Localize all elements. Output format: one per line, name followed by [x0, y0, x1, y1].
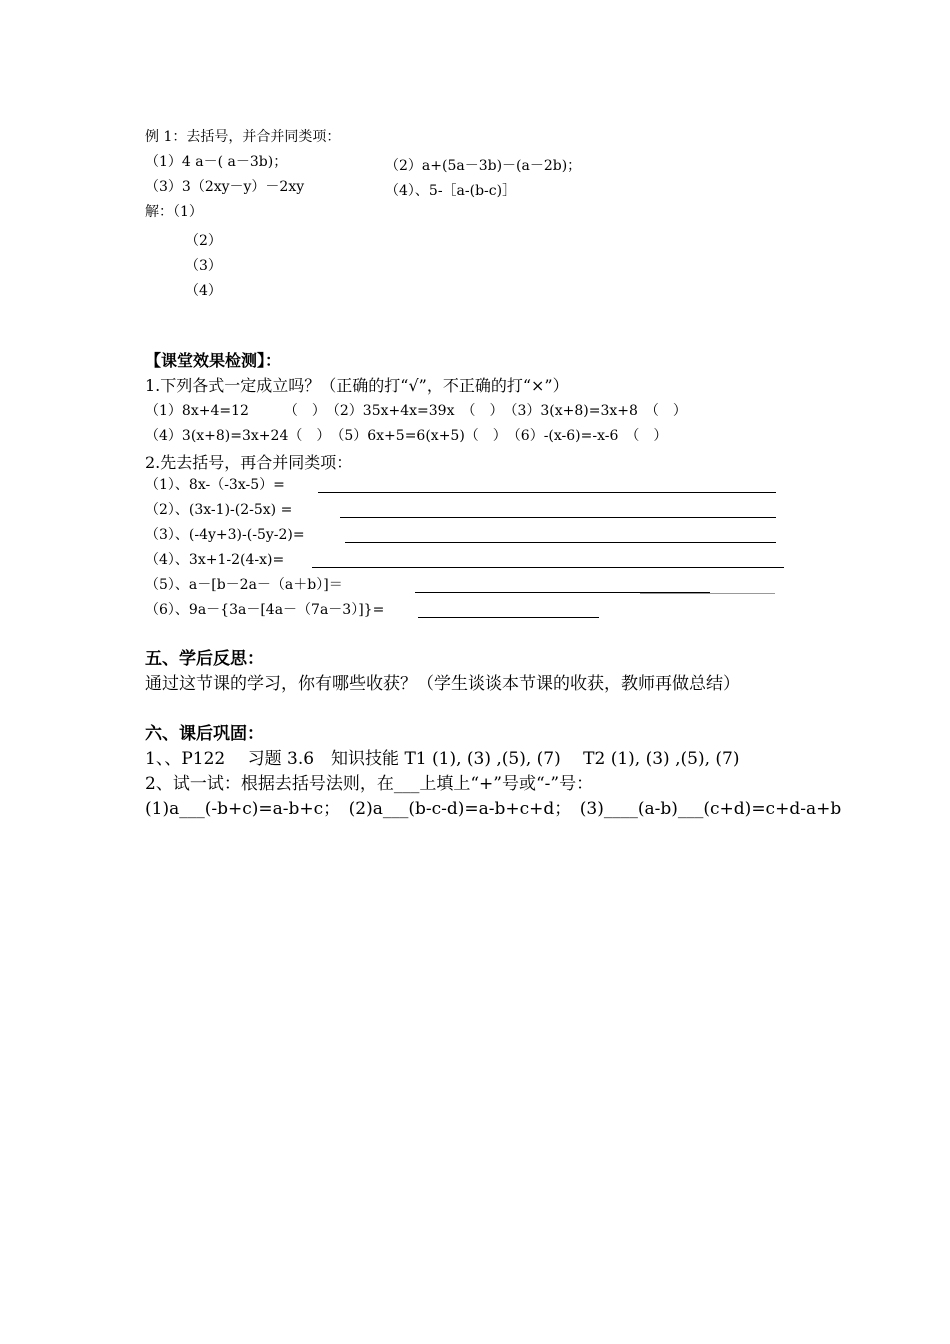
solution-label: 解：（1） [145, 204, 203, 220]
homework-heading: 六、课后巩固： [145, 724, 264, 744]
test-question-1: 1.下列各式一定成立吗？（正确的打“√”，不正确的打“×”） [145, 376, 569, 395]
example-problem-3: （3）3（2xy－y）－2xy [145, 179, 305, 195]
answer-line [345, 542, 776, 543]
homework-line-1: 1、、P122 习题 3.6 知识技能 T1 (1), (3) ,(5), (7) T2 (1), (3) ,(5), (7) [145, 749, 740, 769]
test-heading: 【课堂效果检测】： [145, 351, 282, 370]
answer-line-extension [640, 593, 775, 594]
example-problem-2: （2）a+(5a－3b)－(a－2b)； [385, 158, 582, 174]
solution-3: （3） [185, 258, 222, 274]
answer-line [340, 517, 776, 518]
example-problem-4: （4）、5-［a-(b-c)］ [385, 183, 517, 199]
test-q2-item: （6）、9a－{3a－[4a－（7a－3）]}= [145, 602, 385, 618]
test-q2-item: （2）、(3x-1)-(2-5x) = [145, 502, 293, 518]
test-q2-item: （3）、(-4y+3)-(-5y-2)= [145, 527, 305, 543]
test-q1-row-2: （4）3(x+8)=3x+24（ ） （5）6x+5=6(x+5)（ ） （6）-(x-6)=-x-6 （ ） [145, 428, 668, 444]
test-q2-item: （5）、a－[b－2a－（a＋b）]＝ [145, 577, 343, 593]
answer-line [312, 567, 784, 568]
reflection-text: 通过这节课的学习，你有哪些收获？（学生谈谈本节课的收获，教师再做总结） [145, 674, 740, 694]
homework-line-3: (1)a___(-b+c)=a-b+c； (2)a___(b-c-d)=a-b+c+d； (3)____(a-b)___(c+d)=c+d-a+b [145, 799, 842, 819]
test-q2-item: （4）、3x+1-2(4-x)= [145, 552, 285, 568]
example-heading: 例 1：去括号，并合并同类项： [145, 129, 341, 145]
test-q1-row-1: （1）8x+4=12 （ ） （2）35x+4x=39x （ ） （3）3(x+8)=3x+8 （ ） [145, 403, 687, 419]
homework-line-2: 2、试一试：根据去括号法则，在___上填上“+”号或“-”号： [145, 774, 594, 794]
answer-line [418, 617, 599, 618]
solution-2: （2） [185, 233, 222, 249]
answer-line [318, 492, 776, 493]
example-problem-1: （1）4 a－( a－3b)； [145, 154, 288, 170]
reflection-heading: 五、学后反思： [145, 649, 264, 669]
test-question-2: 2.先去括号，再合并同类项： [145, 453, 353, 472]
solution-4: （4） [185, 283, 222, 299]
test-q2-item: （1）、8x-（-3x-5）= [145, 477, 285, 493]
